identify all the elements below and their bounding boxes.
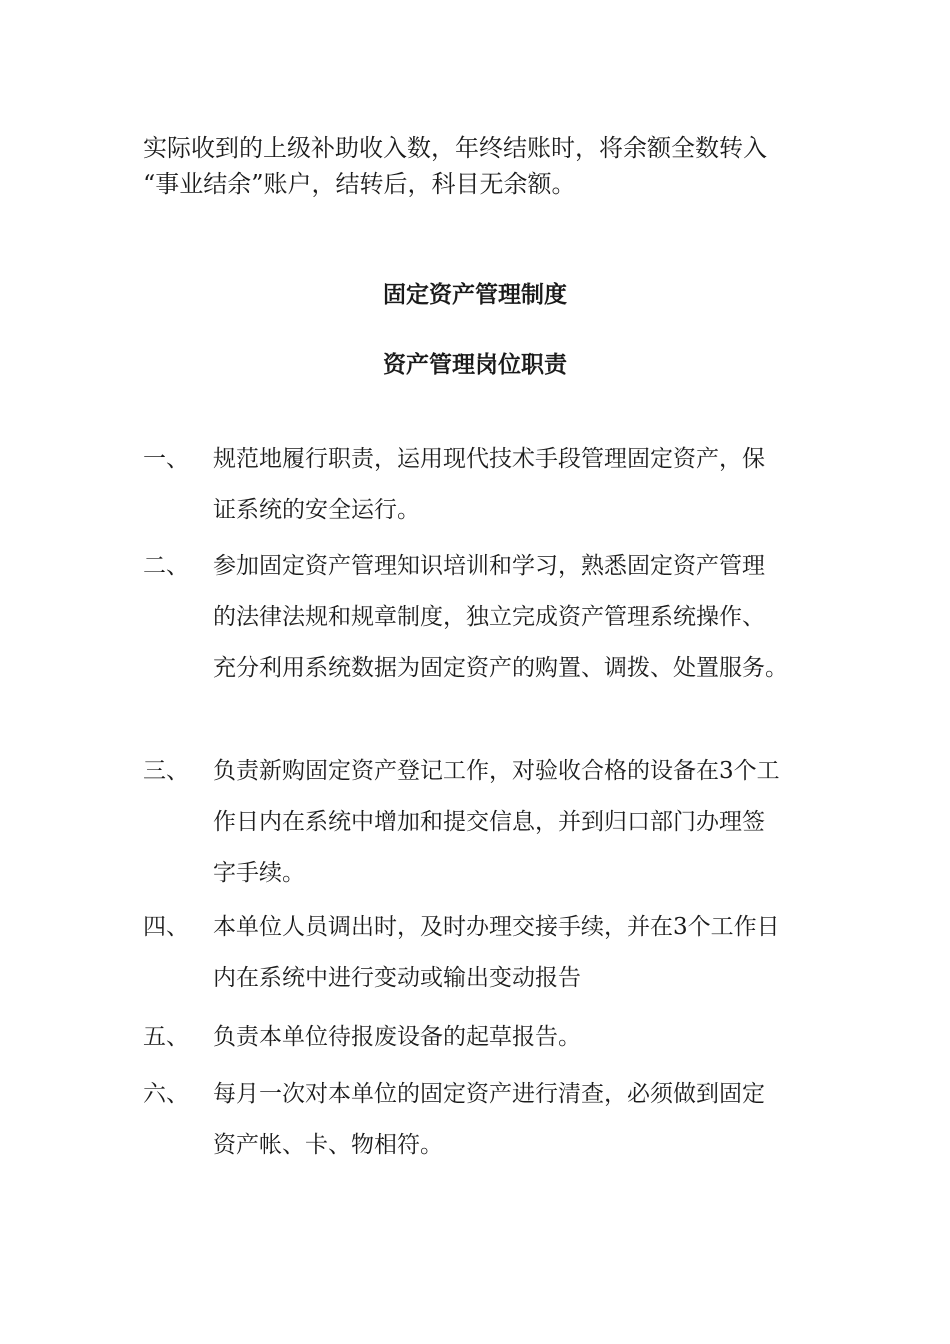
duty-list (143, 434, 843, 1171)
list-item (143, 434, 843, 536)
item-text: 负责新购固定资产登记工作，对验收合格的设备在3个工 作日内在系统中增加和提交信息，并到归口部门办理签 字手续。 (213, 758, 780, 886)
intro-line-2: “事业结余”账户，结转后，科目无余额。 (143, 170, 576, 198)
list-item (143, 746, 843, 899)
list-item (143, 541, 843, 694)
list-item (143, 1069, 843, 1171)
list-item (143, 902, 843, 1004)
item-number: 三、 (143, 758, 189, 784)
item-number: 二、 (143, 553, 189, 579)
item-text: 规范地履行职责，运用现代技术手段管理固定资产，保 证系统的安全运行。 (213, 446, 765, 523)
item-text: 本单位人员调出时，及时办理交接手续，并在3个工作日 内在系统中进行变动或输出变动报告 (213, 914, 780, 991)
item-text: 参加固定资产管理知识培训和学习，熟悉固定资产管理 的法律法规和规章制度，独立完成资产管理系统操作、 充分利用系统数据为固定资产的购置、调拨、处置服务。 (213, 553, 788, 681)
intro-line-1: 实际收到的上级补助收入数，年终结账时，将余额全数转入 (143, 134, 767, 162)
item-text: 每月一次对本单位的固定资产进行清查，必须做到固定 资产帐、卡、物相符。 (213, 1081, 765, 1158)
item-number: 六、 (143, 1081, 189, 1107)
item-number: 五、 (143, 1024, 189, 1050)
item-number: 四、 (143, 914, 189, 940)
list-item (143, 1012, 843, 1063)
intro-paragraph (143, 130, 823, 202)
document-title: 固定资产管理制度 (383, 282, 567, 308)
item-number: 一、 (143, 446, 189, 472)
item-text: 负责本单位待报废设备的起草报告。 (213, 1024, 581, 1050)
section-title: 资产管理岗位职责 (383, 352, 567, 378)
